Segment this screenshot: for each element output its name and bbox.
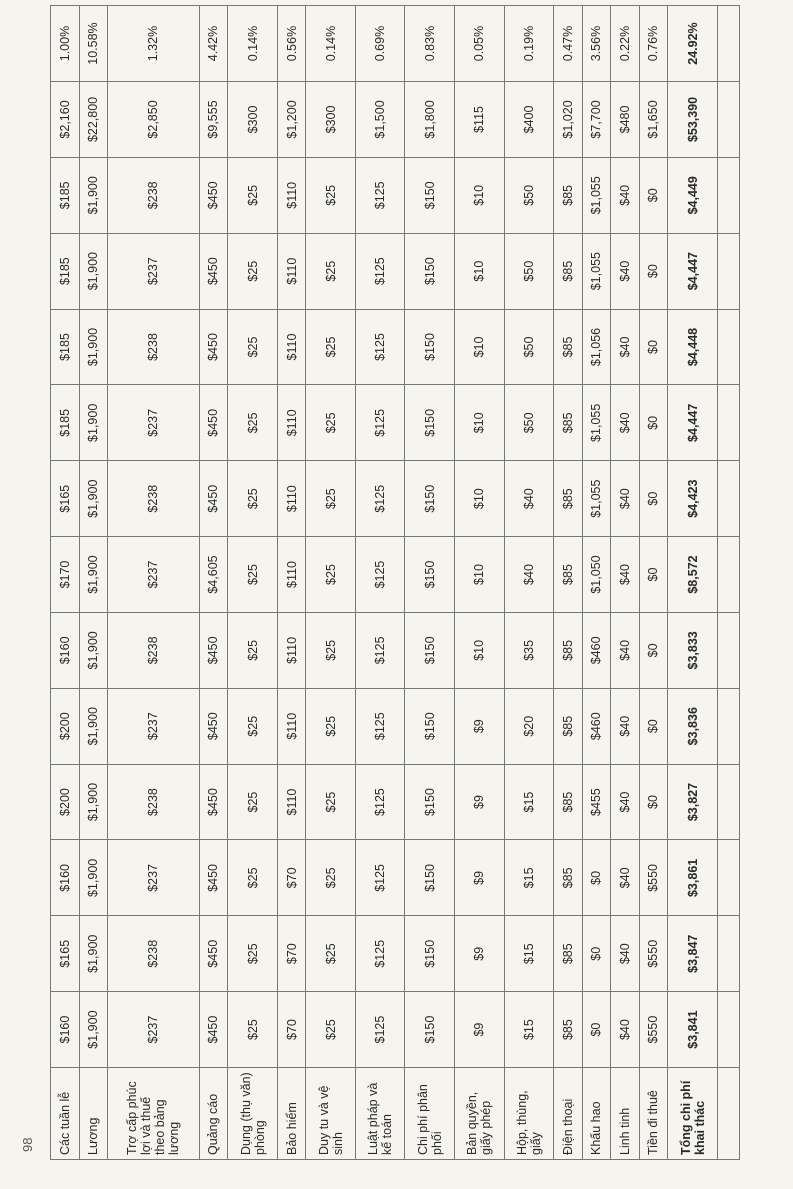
table-cell: 0.14% [306,6,356,82]
table-cell: $165 [51,916,80,992]
table-cell: $25 [306,916,356,992]
table-cell: $450 [199,233,228,309]
table-cell: $9 [455,688,505,764]
table-row [405,6,455,1160]
table-cell: $1,055 [582,385,611,461]
table-cell: $0 [639,688,668,764]
table-cell: $1,900 [79,916,108,992]
table-cell: $460 [582,688,611,764]
table-cell: $0 [639,157,668,233]
table-cell: $15 [504,764,554,840]
table-cell: $15 [504,840,554,916]
empty-cell [718,82,740,158]
table-cell: 4.42% [199,6,228,82]
table-cell: $170 [51,537,80,613]
table-cell: $238 [108,309,200,385]
table-cell: $25 [228,385,278,461]
table-cell: $25 [228,612,278,688]
row-label: Trợ cấp phúc lợi và thuế theo bảng lương [108,1068,200,1160]
table-cell: $70 [277,916,306,992]
table-cell: $237 [108,688,200,764]
table-cell: $4,605 [199,537,228,613]
table-cell: $25 [306,992,356,1068]
table-cell: $9 [455,916,505,992]
table-cell: $85 [554,385,583,461]
table-cell: $150 [405,157,455,233]
table-cell: $460 [582,612,611,688]
table-cell: $25 [306,309,356,385]
table-cell: $125 [355,309,405,385]
table-cell: $3,827 [668,764,718,840]
table-cell: $7,700 [582,82,611,158]
table-cell: $237 [108,537,200,613]
table-cell: $10 [455,309,505,385]
row-label: Tổng chi phí khai thác [668,1068,718,1160]
table-cell: $35 [504,612,554,688]
table-cell: $160 [51,612,80,688]
table-cell: $1,800 [405,82,455,158]
table-cell: $125 [355,916,405,992]
table-cell: $450 [199,916,228,992]
row-label: Điện thoại [554,1068,583,1160]
table-cell: 3.56% [582,6,611,82]
table-cell: $125 [355,385,405,461]
table-cell: $40 [611,992,640,1068]
table-cell: $185 [51,385,80,461]
table-cell: $450 [199,840,228,916]
table-cell: $238 [108,157,200,233]
table-cell: $85 [554,840,583,916]
table-cell: 0.14% [228,6,278,82]
table-cell: $40 [611,840,640,916]
empty-cell [718,461,740,537]
table-cell: 0.83% [405,6,455,82]
table-cell: $125 [355,461,405,537]
table-cell: $4,423 [668,461,718,537]
table-cell: $550 [639,916,668,992]
empty-cell [718,309,740,385]
table-cell: $115 [455,82,505,158]
table-cell: $40 [611,537,640,613]
table-cell: $25 [228,840,278,916]
empty-cell [718,916,740,992]
row-label: Các tuần lễ [51,1068,80,1160]
table-cell: $1,900 [79,688,108,764]
table-cell: $1,900 [79,461,108,537]
table-cell: $4,447 [668,233,718,309]
table-cell: $25 [306,840,356,916]
table-cell: $40 [611,157,640,233]
empty-cell [718,385,740,461]
table-row [228,6,278,1160]
table-cell: $70 [277,840,306,916]
table-cell: $85 [554,309,583,385]
table-cell: $25 [228,157,278,233]
table-cell: $150 [405,840,455,916]
expense-table-body [51,6,740,1160]
row-label: Tiền đi thuê [639,1068,668,1160]
table-cell: $85 [554,233,583,309]
empty-cell [718,840,740,916]
table-cell: $125 [355,992,405,1068]
table-cell: $85 [554,764,583,840]
table-cell: $25 [228,309,278,385]
table-cell: 0.47% [554,6,583,82]
row-label: Linh tinh [611,1068,640,1160]
table-cell: $25 [228,764,278,840]
table-cell: $238 [108,612,200,688]
table-cell: $450 [199,461,228,537]
table-cell: $1,050 [582,537,611,613]
table-cell: $25 [306,233,356,309]
table-cell: $85 [554,688,583,764]
table-cell: $10 [455,537,505,613]
table-cell: 1.32% [108,6,200,82]
table-cell: $85 [554,537,583,613]
table-cell: $40 [611,612,640,688]
table-cell: $22,800 [79,82,108,158]
table-cell: $160 [51,840,80,916]
table-cell: 0.19% [504,6,554,82]
table-cell: $8,572 [668,537,718,613]
table-cell: $160 [51,992,80,1068]
table-cell: $237 [108,385,200,461]
table-cell: $40 [504,461,554,537]
empty-cell [718,157,740,233]
table-cell: $9,555 [199,82,228,158]
row-label: Hộp, thùng, giấy [504,1068,554,1160]
table-cell: $1,200 [277,82,306,158]
table-cell: 0.05% [455,6,505,82]
table-row [51,6,80,1160]
table-cell: $480 [611,82,640,158]
table-row [455,6,505,1160]
table-cell: $550 [639,992,668,1068]
table-cell: $85 [554,612,583,688]
empty-cell [718,233,740,309]
table-cell: $110 [277,764,306,840]
table-cell: $10 [455,461,505,537]
row-label: Luật pháp và kế toán [355,1068,405,1160]
table-cell: $185 [51,157,80,233]
table-cell: $237 [108,233,200,309]
row-label: Quảng cáo [199,1068,228,1160]
table-cell: $0 [639,461,668,537]
table-cell: $50 [504,385,554,461]
table-cell: $150 [405,764,455,840]
table-cell: $150 [405,309,455,385]
table-cell: $165 [51,461,80,537]
table-cell: $1,900 [79,612,108,688]
table-cell: $185 [51,233,80,309]
table-cell: $200 [51,688,80,764]
row-label: Lương [79,1068,108,1160]
table-cell: $15 [504,992,554,1068]
table-cell: $300 [228,82,278,158]
empty-cell [718,764,740,840]
table-cell: $150 [405,461,455,537]
table-cell: $9 [455,992,505,1068]
table-cell: $25 [228,461,278,537]
table-cell: $25 [306,612,356,688]
table-cell: $40 [611,764,640,840]
table-cell: $0 [582,840,611,916]
table-cell: $40 [611,385,640,461]
table-cell: $9 [455,764,505,840]
table-cell: $40 [611,916,640,992]
table-cell: $85 [554,461,583,537]
table-cell: $450 [199,764,228,840]
table-cell: $20 [504,688,554,764]
table-cell: $150 [405,688,455,764]
row-label: Bảo hiểm [277,1068,306,1160]
table-cell: $2,160 [51,82,80,158]
table-cell: $9 [455,840,505,916]
table-cell: 0.76% [639,6,668,82]
table-cell: $550 [639,840,668,916]
table-cell: 0.69% [355,6,405,82]
table-cell: $40 [611,233,640,309]
table-cell: $1,900 [79,385,108,461]
table-cell: $1,900 [79,157,108,233]
table-cell: $125 [355,233,405,309]
table-cell: $125 [355,612,405,688]
table-cell: $1,020 [554,82,583,158]
table-cell: $25 [228,233,278,309]
table-row [79,6,108,1160]
table-cell: $1,056 [582,309,611,385]
table-cell: $238 [108,764,200,840]
table-cell: $3,847 [668,916,718,992]
table-cell: $455 [582,764,611,840]
table-cell: $110 [277,157,306,233]
table-cell: $40 [504,537,554,613]
table-cell: $4,447 [668,385,718,461]
table-cell: $40 [611,309,640,385]
table-cell: $125 [355,157,405,233]
table-cell: $25 [306,461,356,537]
table-cell: $110 [277,537,306,613]
table-row [668,6,718,1160]
table-row [108,6,200,1160]
empty-cell [718,688,740,764]
table-row [199,6,228,1160]
table-cell: $53,390 [668,82,718,158]
table-cell: $450 [199,612,228,688]
table-cell: $450 [199,309,228,385]
table-cell: $400 [504,82,554,158]
table-row [504,6,554,1160]
table-cell: $1,900 [79,537,108,613]
table-cell: $25 [306,537,356,613]
expense-table [50,5,740,1160]
table-cell: $150 [405,233,455,309]
table-row [611,6,640,1160]
table-cell: $0 [582,992,611,1068]
table-cell: $0 [639,309,668,385]
table-cell: $1,900 [79,309,108,385]
table-cell: $70 [277,992,306,1068]
table-cell: $150 [405,612,455,688]
table-cell: $150 [405,992,455,1068]
table-cell: $150 [405,385,455,461]
table-cell: $50 [504,309,554,385]
table-cell: $0 [639,612,668,688]
table-cell: $10 [455,157,505,233]
table-cell: $0 [639,233,668,309]
table-cell: $3,836 [668,688,718,764]
table-cell: $238 [108,461,200,537]
table-cell: $125 [355,688,405,764]
table-cell: $1,055 [582,233,611,309]
table-cell: $125 [355,537,405,613]
table-cell: $110 [277,688,306,764]
table-cell: $237 [108,840,200,916]
table-cell: $0 [582,916,611,992]
table-cell: $25 [228,537,278,613]
table-cell: $1,500 [355,82,405,158]
table-cell: $40 [611,688,640,764]
table-cell: $237 [108,992,200,1068]
row-label: Khấu hao [582,1068,611,1160]
table-cell: $125 [355,840,405,916]
table-cell: 1.00% [51,6,80,82]
table-cell: $3,861 [668,840,718,916]
table-cell: $85 [554,157,583,233]
table-row [355,6,405,1160]
table-cell: 24.92% [668,6,718,82]
table-cell: $1,900 [79,233,108,309]
table-cell: $2,850 [108,82,200,158]
table-cell: $125 [355,764,405,840]
table-cell: $110 [277,385,306,461]
table-cell: $238 [108,916,200,992]
table-row [306,6,356,1160]
table-cell: $110 [277,612,306,688]
table-cell: $150 [405,916,455,992]
table-cell: $1,055 [582,157,611,233]
empty-cell [718,992,740,1068]
table-cell: $1,650 [639,82,668,158]
table-cell: $1,900 [79,992,108,1068]
table-cell: $25 [228,992,278,1068]
empty-cell [718,612,740,688]
table-cell: $25 [228,688,278,764]
table-cell: $0 [639,537,668,613]
table-cell: $1,900 [79,764,108,840]
table-cell: $0 [639,764,668,840]
table-cell: 0.22% [611,6,640,82]
table-cell: $50 [504,157,554,233]
table-cell: $450 [199,157,228,233]
table-cell: $10 [455,612,505,688]
table-cell: $25 [306,157,356,233]
table-cell: $25 [228,916,278,992]
table-cell: $4,448 [668,309,718,385]
page-number: 98 [20,1137,35,1152]
table-cell: 10.58% [79,6,108,82]
table-row-empty [718,6,740,1160]
table-cell: $1,055 [582,461,611,537]
table-cell: $25 [306,764,356,840]
table-cell: $10 [455,385,505,461]
row-label: Dụng (thụ văn) phòng [228,1068,278,1160]
table-cell: $50 [504,233,554,309]
empty-cell [718,6,740,82]
table-cell: 0.56% [277,6,306,82]
table-cell: $450 [199,688,228,764]
empty-cell [718,537,740,613]
table-cell: $110 [277,233,306,309]
table-cell: $200 [51,764,80,840]
table-cell: $0 [639,385,668,461]
table-cell: $15 [504,916,554,992]
table-cell: $4,449 [668,157,718,233]
table-cell: $25 [306,688,356,764]
row-label: Bản quyền, giấy phép [455,1068,505,1160]
rotated-table-container [50,5,740,1160]
table-cell: $150 [405,537,455,613]
table-cell: $25 [306,385,356,461]
table-row [277,6,306,1160]
table-cell: $40 [611,461,640,537]
table-cell: $300 [306,82,356,158]
table-cell: $450 [199,992,228,1068]
table-row [582,6,611,1160]
table-cell: $110 [277,461,306,537]
table-cell: $1,900 [79,840,108,916]
table-cell: $3,841 [668,992,718,1068]
row-label: Duy tu và vệ sinh [306,1068,356,1160]
row-label: Chi phí phân phối [405,1068,455,1160]
table-cell: $85 [554,992,583,1068]
table-cell: $3,833 [668,612,718,688]
table-cell: $110 [277,309,306,385]
table-cell: $10 [455,233,505,309]
table-row [554,6,583,1160]
table-cell: $85 [554,916,583,992]
table-cell: $185 [51,309,80,385]
empty-cell [718,1068,740,1160]
table-cell: $450 [199,385,228,461]
table-row [639,6,668,1160]
